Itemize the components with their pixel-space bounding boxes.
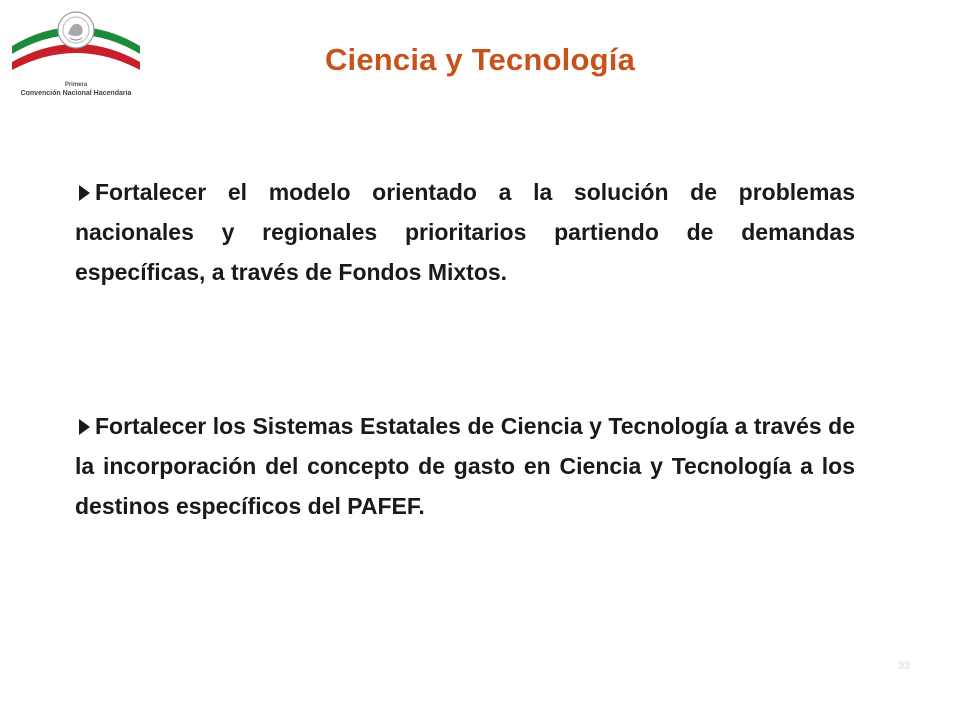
slide-title: Ciencia y Tecnología [324, 42, 636, 77]
logo-caption-first: Primera [64, 82, 88, 88]
logo-caption-name: Convención Nacional Hacendaria [20, 90, 132, 97]
bullet-item-1 [75, 172, 855, 292]
page-number: 33 [898, 660, 911, 672]
arrow-bullet-icon [79, 419, 90, 435]
bullet-item-2 [75, 406, 855, 526]
arrow-bullet-icon [79, 185, 90, 201]
bullet-text-1: Fortalecer el modelo orientado a la solución de problemas nacionales y regionales prioritarios partiendo de demandas específicas, a través de Fondos Mixtos. [75, 179, 855, 285]
bullet-text-2: Fortalecer los Sistemas Estatales de Ciencia y Tecnología a través de la incorporación del concepto de gasto en Ciencia y Tecnología a los destinos específicos del PAFEF. [75, 413, 855, 519]
